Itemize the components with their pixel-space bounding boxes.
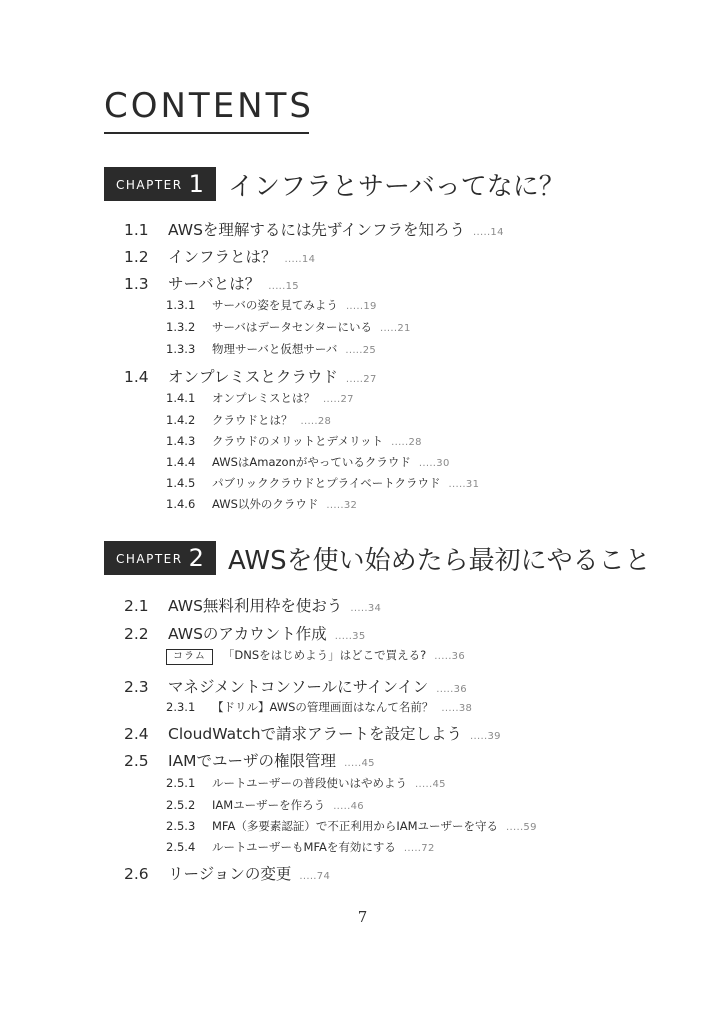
- subsection-title: サーバはデータセンターにいる: [212, 320, 372, 334]
- toc-subsection[interactable]: [166, 839, 435, 855]
- subsection-title: AWS以外のクラウド: [212, 497, 319, 511]
- page-ref: .....35: [334, 631, 366, 642]
- subsection-title: オンプレミスとは？: [212, 391, 316, 405]
- toc-subsection[interactable]: [166, 797, 364, 813]
- subsection-number: 1.4.2: [166, 413, 196, 427]
- page-ref: .....25: [345, 345, 377, 356]
- toc-subsection[interactable]: [166, 818, 537, 834]
- chapter-1-title: インフラとサーバってなに？: [228, 172, 565, 202]
- toc-section[interactable]: [124, 218, 504, 240]
- toc-section[interactable]: [124, 594, 381, 616]
- section-number: 2.1: [124, 597, 149, 615]
- subsection-number: 1.4.6: [166, 497, 196, 511]
- page-ref: .....46: [333, 801, 364, 812]
- subsection-title: パブリッククラウドとプライベートクラウド: [212, 476, 441, 490]
- page-ref: .....15: [268, 281, 299, 292]
- chapter-number: 2: [188, 544, 204, 572]
- chapter-label: CHAPTER: [116, 552, 183, 566]
- toc-subsection[interactable]: [166, 775, 446, 791]
- subsection-number: 1.4.5: [166, 476, 196, 490]
- page-ref: .....72: [403, 843, 435, 854]
- subsection-number: 1.3.3: [166, 342, 196, 356]
- toc-subsection[interactable]: [166, 475, 479, 491]
- page-ref: .....21: [379, 323, 411, 334]
- title-underline: [104, 132, 309, 134]
- subsection-number: 2.5.1: [166, 776, 196, 790]
- toc-section[interactable]: [124, 272, 299, 294]
- subsection-number: 1.4.4: [166, 455, 196, 469]
- section-title: AWSを理解するには先ずインフラを知ろう: [168, 221, 466, 239]
- toc-subsection[interactable]: [166, 496, 357, 512]
- page-ref: .....34: [350, 603, 382, 614]
- toc-subsection[interactable]: [166, 412, 331, 428]
- subsection-number: 1.4.1: [166, 391, 196, 405]
- subsection-number: 2.3.1: [166, 700, 196, 714]
- section-title: IAMでユーザの権限管理: [168, 752, 337, 770]
- subsection-number: 2.5.3: [166, 819, 196, 833]
- toc-column[interactable]: [166, 647, 465, 665]
- toc-subsection[interactable]: [166, 390, 354, 406]
- section-number: 2.6: [124, 865, 149, 883]
- section-number: 1.3: [124, 275, 149, 293]
- subsection-title: クラウドのメリットとデメリット: [212, 434, 384, 448]
- page-ref: .....27: [345, 374, 377, 385]
- page-ref: .....27: [323, 394, 354, 405]
- subsection-number: 1.3.2: [166, 320, 196, 334]
- subsection-title: MFA（多要素認証）で不正利用からIAMユーザーを守る: [212, 819, 499, 833]
- subsection-title: ルートユーザーもMFAを有効にする: [212, 840, 396, 854]
- section-title: マネジメントコンソールにサインイン: [168, 678, 429, 696]
- toc-section[interactable]: [124, 675, 467, 697]
- page-title: CONTENTS: [104, 86, 314, 126]
- section-number: 1.4: [124, 368, 149, 386]
- page-ref: .....38: [441, 703, 473, 714]
- subsection-title: クラウドとは？: [212, 413, 293, 427]
- page-ref: .....36: [436, 684, 467, 695]
- section-number: 1.2: [124, 248, 149, 266]
- page-ref: .....36: [434, 651, 465, 662]
- toc-section[interactable]: [124, 862, 330, 884]
- page-ref: .....14: [284, 254, 316, 265]
- toc-subsection[interactable]: [166, 341, 376, 357]
- section-title: インフラとは？: [168, 248, 277, 266]
- page-ref: .....59: [506, 822, 537, 833]
- section-number: 2.5: [124, 752, 149, 770]
- subsection-title: IAMユーザーを作ろう: [212, 798, 326, 812]
- column-tag: コラム: [166, 649, 213, 665]
- subsection-title: 【ドリル】AWSの管理画面はなんて名前？: [212, 700, 434, 714]
- toc-section[interactable]: [124, 245, 315, 267]
- page-ref: .....30: [418, 458, 450, 469]
- section-title: CloudWatchで請求アラートを設定しよう: [168, 725, 463, 743]
- column-title: 「DNSをはじめよう」はどこで買える?: [222, 648, 427, 662]
- toc-section[interactable]: [124, 749, 375, 771]
- chapter-2-title: AWSを使い始めたら最初にやること: [228, 546, 651, 576]
- page-ref: .....32: [326, 500, 358, 511]
- section-title: AWS無料利用枠を使おう: [168, 597, 343, 615]
- section-title: リージョンの変更: [168, 865, 292, 883]
- page-ref: .....39: [470, 731, 501, 742]
- subsection-number: 1.3.1: [166, 298, 196, 312]
- section-title: オンプレミスとクラウド: [168, 368, 338, 386]
- chapter-label: CHAPTER: [116, 178, 183, 192]
- toc-section[interactable]: [124, 622, 366, 644]
- subsection-title: ルートユーザーの普段使いはやめよう: [212, 776, 408, 790]
- section-number: 1.1: [124, 221, 149, 239]
- page-ref: .....31: [448, 479, 480, 490]
- subsection-number: 1.4.3: [166, 434, 196, 448]
- toc-subsection[interactable]: [166, 454, 450, 470]
- subsection-number: 2.5.4: [166, 840, 196, 854]
- section-number: 2.4: [124, 725, 149, 743]
- page-number: 7: [357, 908, 368, 926]
- section-title: サーバとは？: [168, 275, 261, 293]
- subsection-title: サーバの姿を見てみよう: [212, 298, 338, 312]
- section-number: 2.3: [124, 678, 149, 696]
- toc-section[interactable]: [124, 722, 501, 744]
- chapter-number: 1: [188, 170, 204, 198]
- toc-subsection[interactable]: [166, 433, 422, 449]
- chapter-1-badge: [104, 167, 216, 201]
- subsection-title: AWSはAmazonがやっているクラウド: [212, 455, 411, 469]
- page-ref: .....28: [391, 437, 422, 448]
- page-ref: .....45: [415, 779, 446, 790]
- toc-subsection[interactable]: [166, 319, 411, 335]
- page-ref: .....14: [473, 227, 504, 238]
- page-ref: .....45: [344, 758, 375, 769]
- page-ref: .....19: [345, 301, 377, 312]
- toc-subsection[interactable]: [166, 297, 377, 313]
- chapter-2-badge: [104, 541, 216, 575]
- section-title: AWSのアカウント作成: [168, 625, 327, 643]
- subsection-number: 2.5.2: [166, 798, 196, 812]
- toc-section[interactable]: [124, 365, 377, 387]
- page-ref: .....28: [300, 416, 332, 427]
- section-number: 2.2: [124, 625, 149, 643]
- page-ref: .....74: [299, 871, 331, 882]
- subsection-title: 物理サーバと仮想サーバ: [212, 342, 338, 356]
- toc-subsection[interactable]: [166, 699, 472, 715]
